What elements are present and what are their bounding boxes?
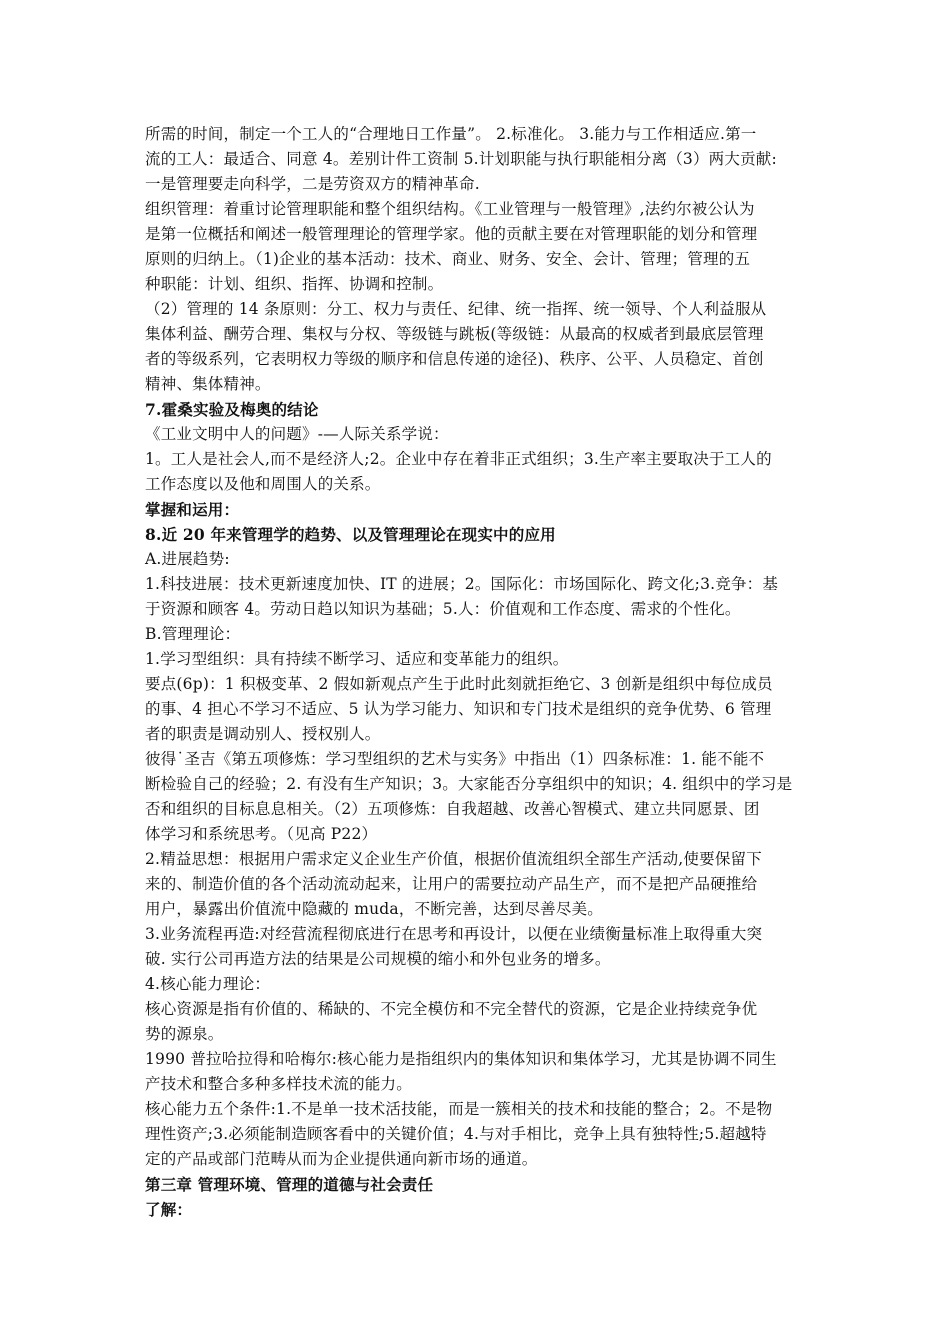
text-line: 者的等级系列，它表明权力等级的顺序和信息传递的途径)、秩序、公平、人员稳定、首创 [145, 350, 764, 368]
text-line: B.管理理论： [145, 625, 241, 643]
section-heading: 了解： [145, 1200, 193, 1219]
text-line: 工作态度以及他和周围人的关系。 [145, 475, 381, 493]
text-line: 1990 普拉哈拉得和哈梅尔:核心能力是指组织内的集体知识和集体学习，尤其是协调不同生 [145, 1050, 777, 1068]
text-line: 用户，暴露出价值流中隐藏的 muda，不断完善，达到尽善尽美。 [145, 900, 603, 918]
text-line: （2）管理的 14 条原则：分工、权力与责任、纪律、统一指挥、统一领导、个人利益服从 [145, 300, 767, 318]
text-line: 精神、集体精神。 [145, 375, 271, 393]
text-line: 1.学习型组织：具有持续不断学习、适应和变革能力的组织。 [145, 650, 569, 668]
text-line: 种职能：计划、组织、指挥、协调和控制。 [145, 275, 444, 293]
text-line: 是第一位概括和阐述一般管理理论的管理学家。他的贡献主要在对管理职能的划分和管理 [145, 225, 758, 243]
text-line: 一是管理要走向科学，二是劳资双方的精神革命. [145, 175, 480, 193]
text-line: 1。工人是社会人,而不是经济人;2。企业中存在着非正式组织；3.生产率主要取决于工人的 [145, 450, 772, 468]
section-heading: 掌握和运用： [145, 500, 240, 519]
text-line: 势的源泉。 [145, 1025, 224, 1043]
text-line: 4.核心能力理论： [145, 975, 271, 993]
text-line: 所需的时间，制定一个工人的“合理地日工作量”。 2.标准化。 3.能力与工作相适应.第一 [145, 125, 757, 143]
text-line: 体学习和系统思考。（见高 P22） [145, 825, 378, 843]
text-line: 的事、4 担心不学习不适应、5 认为学习能力、知识和专门技术是组织的竞争优势、6 管理 [145, 700, 772, 718]
document-page [145, 122, 810, 1222]
text-line: A.进展趋势: [145, 550, 230, 568]
text-line: 来的、制造价值的各个活动流动起来，让用户的需要拉动产品生产，而不是把产品硬推给 [145, 875, 758, 893]
text-line: 产技术和整合多种多样技术流的能力。 [145, 1075, 412, 1093]
text-line: 2.精益思想：根据用户需求定义企业生产价值，根据价值流组织全部生产活动,使要保留下 [145, 850, 762, 868]
text-line: 理性资产;3.必须能制造顾客看中的关键价值；4.与对手相比，竞争上具有独特性;5.超越特 [145, 1125, 767, 1143]
text-line: 定的产品或部门范畴从而为企业提供通向新市场的通道。 [145, 1150, 538, 1168]
text-line: 集体利益、酬劳合理、集权与分权、等级链与跳板(等级链：从最高的权威者到最底层管理 [145, 325, 764, 343]
text-line: 断检验自己的经验；2. 有没有生产知识；3。大家能否分享组织中的知识；4. 组织中的学习是 [145, 775, 793, 793]
section-heading: 8.近 20 年来管理学的趋势、以及管理理论在现实中的应用 [145, 525, 556, 544]
text-line: 《工业文明中人的问题》-—人际关系学说： [145, 425, 449, 443]
text-line: 原则的归纳上。（1)企业的基本活动：技术、商业、财务、安全、会计、管理；管理的五 [145, 250, 751, 268]
text-line: 核心资源是指有价值的、稀缺的、不完全模仿和不完全替代的资源，它是企业持续竞争优 [145, 1000, 758, 1018]
section-heading: 7.霍桑实验及梅奥的结论 [145, 400, 319, 419]
text-line: 否和组织的目标息息相关。（2）五项修炼：自我超越、改善心智模式、建立共同愿景、团 [145, 800, 760, 818]
section-heading: 第三章 管理环境、管理的道德与社会责任 [145, 1175, 434, 1194]
text-line: 组织管理：着重讨论管理职能和整个组织结构。《工业管理与一般管理》,法约尔被公认为 [145, 200, 755, 218]
text-line: 彼得˙圣吉《第五项修炼：学习型组织的艺术与实务》中指出（1）四条标准：1. 能不能不 [145, 750, 765, 768]
text-line: 1.科技进展：技术更新速度加快、IT 的进展；2。国际化：市场国际化、跨文化;3.竞争：基 [145, 575, 779, 593]
text-line: 要点(6p)：1 积极变革、2 假如新观点产生于此时此刻就拒绝它、3 创新是组织中每位成员 [145, 675, 773, 693]
text-line: 于资源和顾客 4。劳动日趋以知识为基础；5.人：价值观和工作态度、需求的个性化。 [145, 600, 741, 618]
text-line: 流的工人：最适合、同意 4。差别计件工资制 5.计划职能与执行职能相分离（3）两大贡献: [145, 150, 777, 168]
text-line: 核心能力五个条件:1.不是单一技术活技能，而是一簇相关的技术和技能的整合；2。不是物 [145, 1100, 773, 1118]
text-line: 者的职责是调动别人、授权别人。 [145, 725, 381, 743]
text-line: 3.业务流程再造:对经营流程彻底进行在思考和再设计，以便在业绩衡量标准上取得重大突 [145, 925, 763, 943]
text-line: 破. 实行公司再造方法的结果是公司规模的缩小和外包业务的增多。 [145, 950, 611, 968]
